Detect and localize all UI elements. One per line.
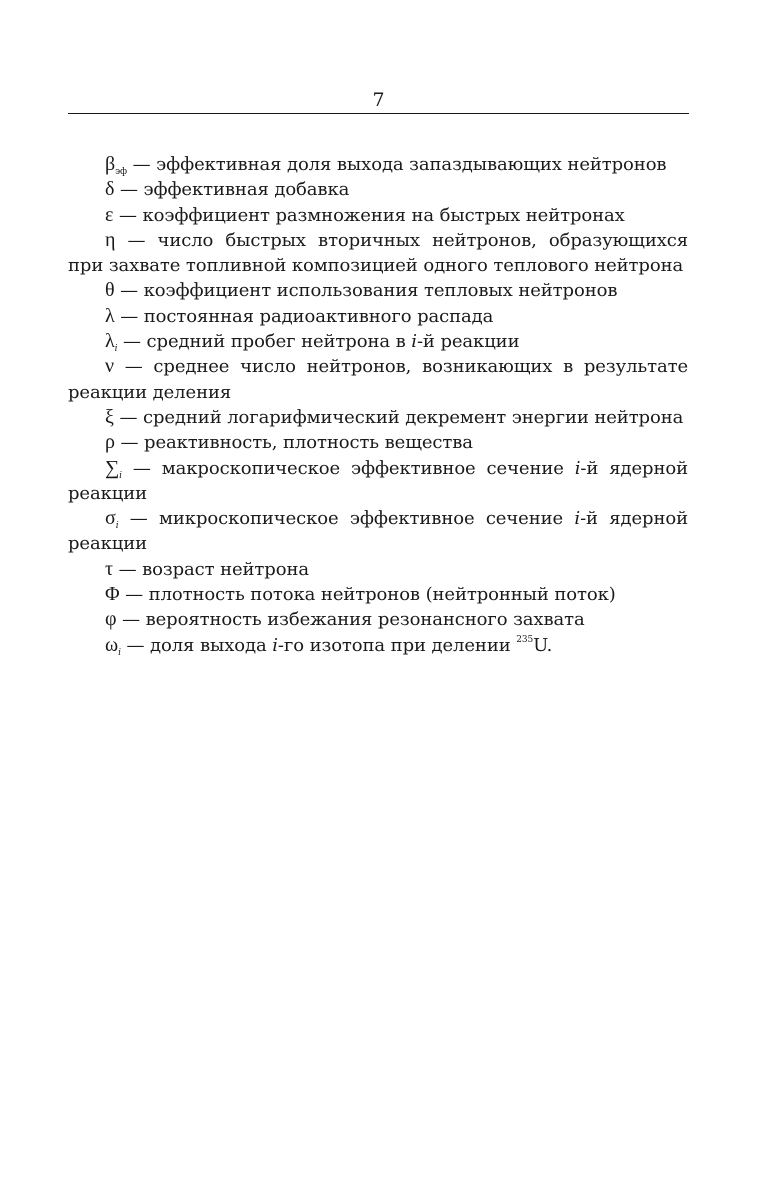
entry-subscript: i [119, 470, 122, 481]
list-item [68, 152, 688, 177]
list-item [68, 329, 688, 354]
entry-text-tail: -й ядерной реакции [68, 457, 688, 504]
entry-symbol: ρ [105, 431, 115, 454]
symbol-list [68, 152, 688, 658]
entry-text: — плотность потока нейтронов (нейтронный поток) [125, 584, 616, 606]
entry-symbol: σ [105, 507, 116, 530]
entry-symbol: ∑ [105, 456, 120, 479]
entry-index: i [574, 457, 581, 479]
entry-symbol: φ [105, 608, 117, 631]
entry-text: — коэффициент использования тепловых нейтронов [120, 280, 618, 302]
list-item [68, 607, 688, 632]
list-item [68, 405, 688, 430]
list-item [68, 278, 688, 303]
entry-text: — эффективная добавка [119, 179, 350, 201]
page-number: 7 [372, 89, 385, 111]
entry-index: i [574, 508, 581, 530]
list-item [68, 456, 688, 507]
list-item [68, 506, 688, 557]
isotope-symbol: U. [533, 634, 553, 656]
entry-text-tail: -й реакции [416, 331, 520, 353]
isotope-mass-number: 235 [516, 634, 534, 645]
entry-text-tail: -го изотопа при делении [277, 634, 511, 656]
entry-index: i [272, 634, 278, 656]
list-item [68, 304, 688, 329]
entry-text: — микроскопическое эффективное сечение [129, 508, 564, 530]
entry-text: — средний логарифмический декремент энергии нейтрона [119, 406, 684, 428]
entry-text: — постоянная радиоактивного распада [120, 305, 494, 327]
list-item [68, 430, 688, 455]
entry-symbol: β [105, 153, 116, 175]
entry-subscript: i [115, 521, 119, 532]
entry-text-tail: -й ядерной реакции [68, 508, 689, 555]
entry-subscript: i [114, 344, 118, 355]
entry-symbol: τ [105, 557, 113, 580]
entry-text: — возраст нейтрона [118, 558, 309, 580]
entry-symbol: η [105, 228, 116, 251]
entry-symbol: δ [105, 178, 115, 201]
entry-text: — коэффициент размножения на быстрых нейтронах [118, 204, 625, 226]
entry-symbol: ξ [105, 405, 114, 428]
entry-text: — эффективная доля выхода запаздывающих нейтронов [132, 154, 667, 175]
list-item [68, 354, 688, 405]
list-item [68, 177, 688, 202]
entry-symbol: ν [105, 355, 114, 378]
entry-text: — реактивность, плотность вещества [120, 432, 473, 454]
list-item [68, 228, 688, 279]
list-item [68, 633, 688, 658]
entry-text: — среднее число нейтронов, возникающих в результате реакции деления [68, 356, 689, 403]
list-item [68, 203, 688, 228]
entry-text: — число быстрых вторичных нейтронов, образующихся при захвате топливной композицией одного теплового нейтрона [68, 229, 689, 277]
entry-text: — вероятность избежания резонансного захвата [122, 609, 585, 631]
entry-symbol: ε [105, 203, 114, 226]
header-rule [68, 113, 689, 114]
entry-text: — доля выхода [126, 634, 267, 656]
entry-symbol: Φ [105, 583, 120, 606]
entry-symbol: λ [105, 304, 115, 327]
list-item [68, 557, 688, 582]
list-item [68, 582, 688, 607]
entry-index: i [411, 331, 417, 353]
entry-text: — средний пробег нейтрона в [123, 331, 406, 353]
entry-symbol: θ [105, 279, 115, 302]
entry-subscript: i [118, 647, 121, 658]
entry-symbol: ω [105, 633, 119, 656]
entry-subscript: эф [115, 167, 127, 177]
entry-text: — макроскопическое эффективное сечение [132, 457, 564, 479]
entry-symbol: λ [105, 330, 115, 353]
